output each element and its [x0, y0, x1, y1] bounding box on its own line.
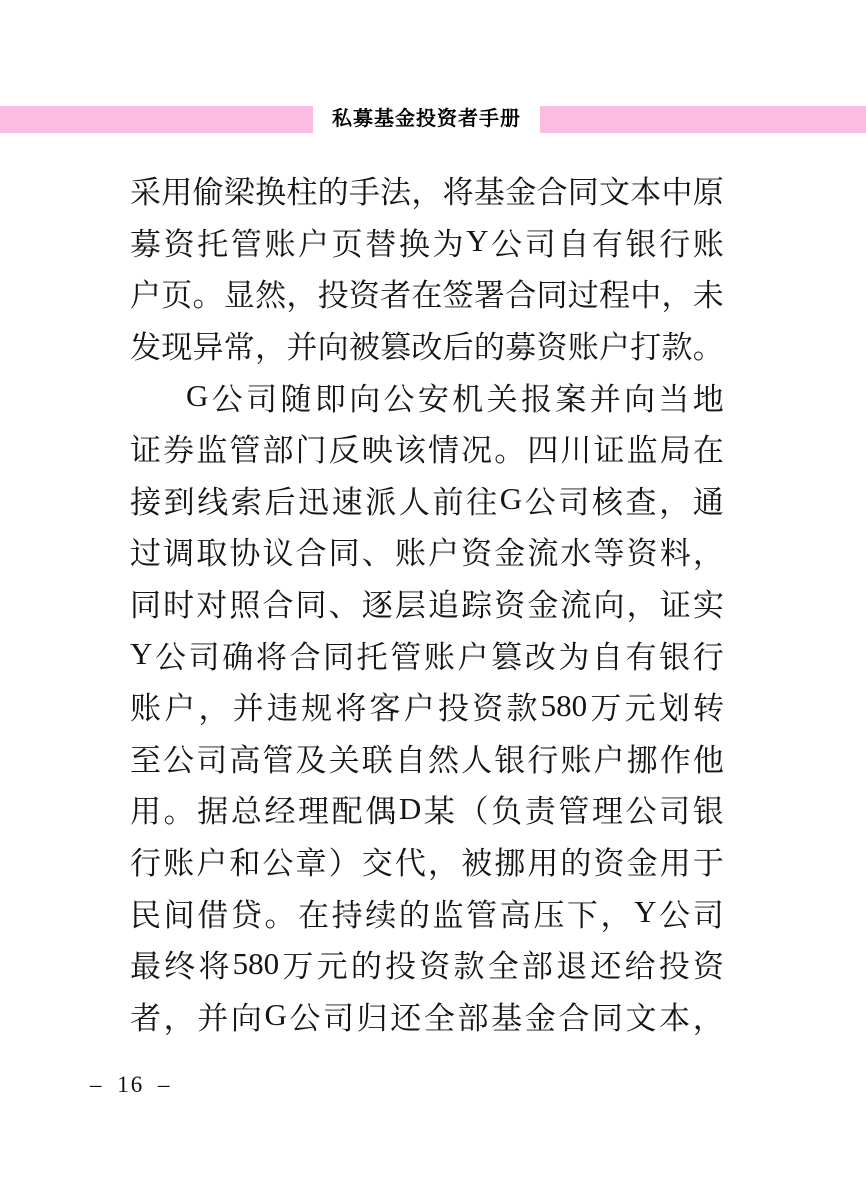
text-line: 证 券 监 管 部 门 反 映 该 情 况 。 四 川 证 监 局 在 — [130, 433, 724, 469]
text-line: 账 户 ， 并 违 规 将 客 户 投 资 款 580 万 元 划 转 — [130, 687, 724, 727]
text-line: 户 页 。 显 然 ， 投 资 者 在 签 署 合 同 过 程 中 ， 未 — [130, 278, 724, 314]
text-line: 行 账 户 和 公 章 ） 交 代 ， 被 挪 用 的 资 金 用 于 — [130, 846, 724, 882]
text-line: G 公 司 随 即 向 公 安 机 关 报 案 并 向 当 地 — [186, 378, 724, 417]
text-line: 同 时 对 照 合 同 、 逐 层 追 踪 资 金 流 向 ， 证 实 — [130, 588, 724, 624]
header-rule-right — [540, 106, 866, 133]
text-line: 接 到 线 索 后 迅 速 派 人 前 往 G 公 司 核 查 ， 通 — [130, 481, 724, 520]
text-line: 募 资 托 管 账 户 页 替 换 为 Y 公 司 自 有 银 行 账 — [130, 223, 724, 262]
text-line: 至 公 司 高 管 及 关 联 自 然 人 银 行 账 户 挪 作 他 — [130, 742, 724, 778]
header-title: 私募基金投资者手册 — [332, 108, 521, 130]
text-line: 民 间 借 贷 。 在 持 续 的 监 管 高 压 下 ， Y 公 司 — [130, 894, 724, 933]
text-line: 采 用 偷 梁 换 柱 的 手 法 ， 将 基 金 合 同 文 本 中 原 — [130, 175, 724, 211]
body-text — [130, 164, 724, 1041]
page-number: – 16 – — [90, 1072, 172, 1097]
text-line: 最 终 将 580 万 元 的 投 资 款 全 部 退 还 给 投 资 — [130, 945, 724, 985]
text-line: Y 公 司 确 将 合 同 托 管 账 户 篡 改 为 自 有 银 行 — [130, 636, 724, 675]
text-line: 用 。 据 总 经 理 配 偶 D 某 （ 负 责 管 理 公 司 银 — [130, 790, 724, 830]
text-line: 过 调 取 协 议 合 同 、 账 户 资 金 流 水 等 资 料 ， — [130, 536, 724, 572]
text-line: 发 现 异 常 ， 并 向 被 篡 改 后 的 募 资 账 户 打 款 。 — [130, 330, 724, 366]
text-line: 者 ， 并 向 G 公 司 归 还 全 部 基 金 合 同 文 本 ， — [130, 997, 724, 1036]
header-rule-left — [0, 106, 313, 133]
